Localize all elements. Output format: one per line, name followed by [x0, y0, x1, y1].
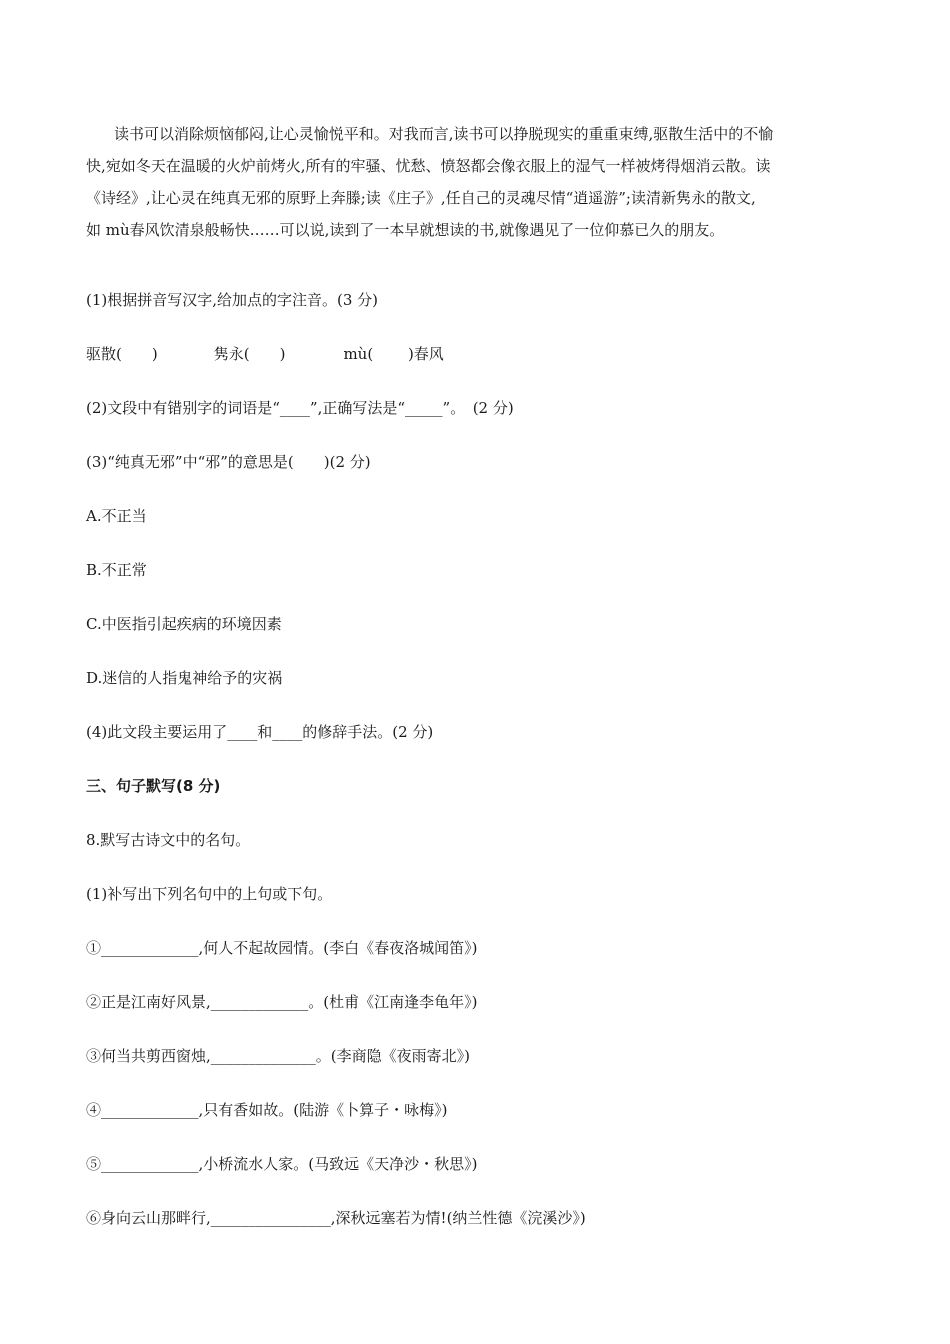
passage-line: 快,宛如冬天在温暖的火炉前烤火,所有的牢骚、忧愁、愤怒都会像衣服上的湿气一样被烤得烟消云散。读: [86, 157, 771, 175]
recitation-item-1: ①_____________,何人不起故园情。(李白《春夜洛城闻笛》): [86, 939, 478, 957]
option-c: C.中医指引起疾病的环境因素: [86, 615, 282, 633]
option-d: D.迷信的人指鬼神给予的灾祸: [86, 669, 283, 687]
recitation-item-6: ⑥身向云山那畔行,________________,深秋远塞若为情!(纳兰性德《浣溪沙》): [86, 1209, 586, 1227]
question-8-sub1: (1)补写出下列名句中的上句或下句。: [86, 885, 333, 903]
pinyin-item-juanyong: 隽永( ): [213, 345, 286, 363]
pinyin-item-qusan: 驱散( ): [86, 345, 158, 363]
option-a: A.不正当: [86, 507, 147, 525]
question-2-prompt: (2)文段中有错别字的词语是“____”,正确写法是“_____”。 (2 分): [86, 399, 514, 417]
section-heading: 三、句子默写(8 分): [86, 777, 221, 795]
passage-line: 《诗经》,让心灵在纯真无邪的原野上奔滕;读《庄子》,任自己的灵魂尽情“逍遥游”;读清新隽永的散文,: [86, 189, 756, 207]
passage-line: 读书可以消除烦恼郁闷,让心灵愉悦平和。对我而言,读书可以挣脱现实的重重束缚,驱散生活中的不愉: [114, 125, 774, 143]
recitation-item-2: ②正是江南好风景,_____________。(杜甫《江南逢李龟年》): [86, 993, 478, 1011]
reading-passage: [86, 118, 862, 246]
recitation-item-5: ⑤_____________,小桥流水人家。(马致远《天净沙・秋思》): [86, 1155, 478, 1173]
question-3-prompt: (3)“纯真无邪”中“邪”的意思是( )(2 分): [86, 453, 371, 471]
question-1-prompt: (1)根据拼音写汉字,给加点的字注音。(3 分): [86, 291, 379, 309]
passage-line: 如 mù春风饮清泉般畅快……可以说,读到了一本早就想读的书,就像遇见了一位仰慕已久的朋友。: [86, 221, 725, 239]
recitation-item-4: ④_____________,只有香如故。(陆游《卜算子・咏梅》): [86, 1101, 448, 1119]
question-4-prompt: (4)此文段主要运用了____和____的修辞手法。(2 分): [86, 723, 434, 741]
recitation-item-3: ③何当共剪西窗烛,______________。(李商隐《夜雨寄北》): [86, 1047, 470, 1065]
option-b: B.不正常: [86, 561, 147, 579]
question-1-items: [86, 344, 444, 364]
question-8-prompt: 8.默写古诗文中的名句。: [86, 831, 251, 849]
pinyin-item-mu: mù( )春风: [343, 345, 444, 363]
